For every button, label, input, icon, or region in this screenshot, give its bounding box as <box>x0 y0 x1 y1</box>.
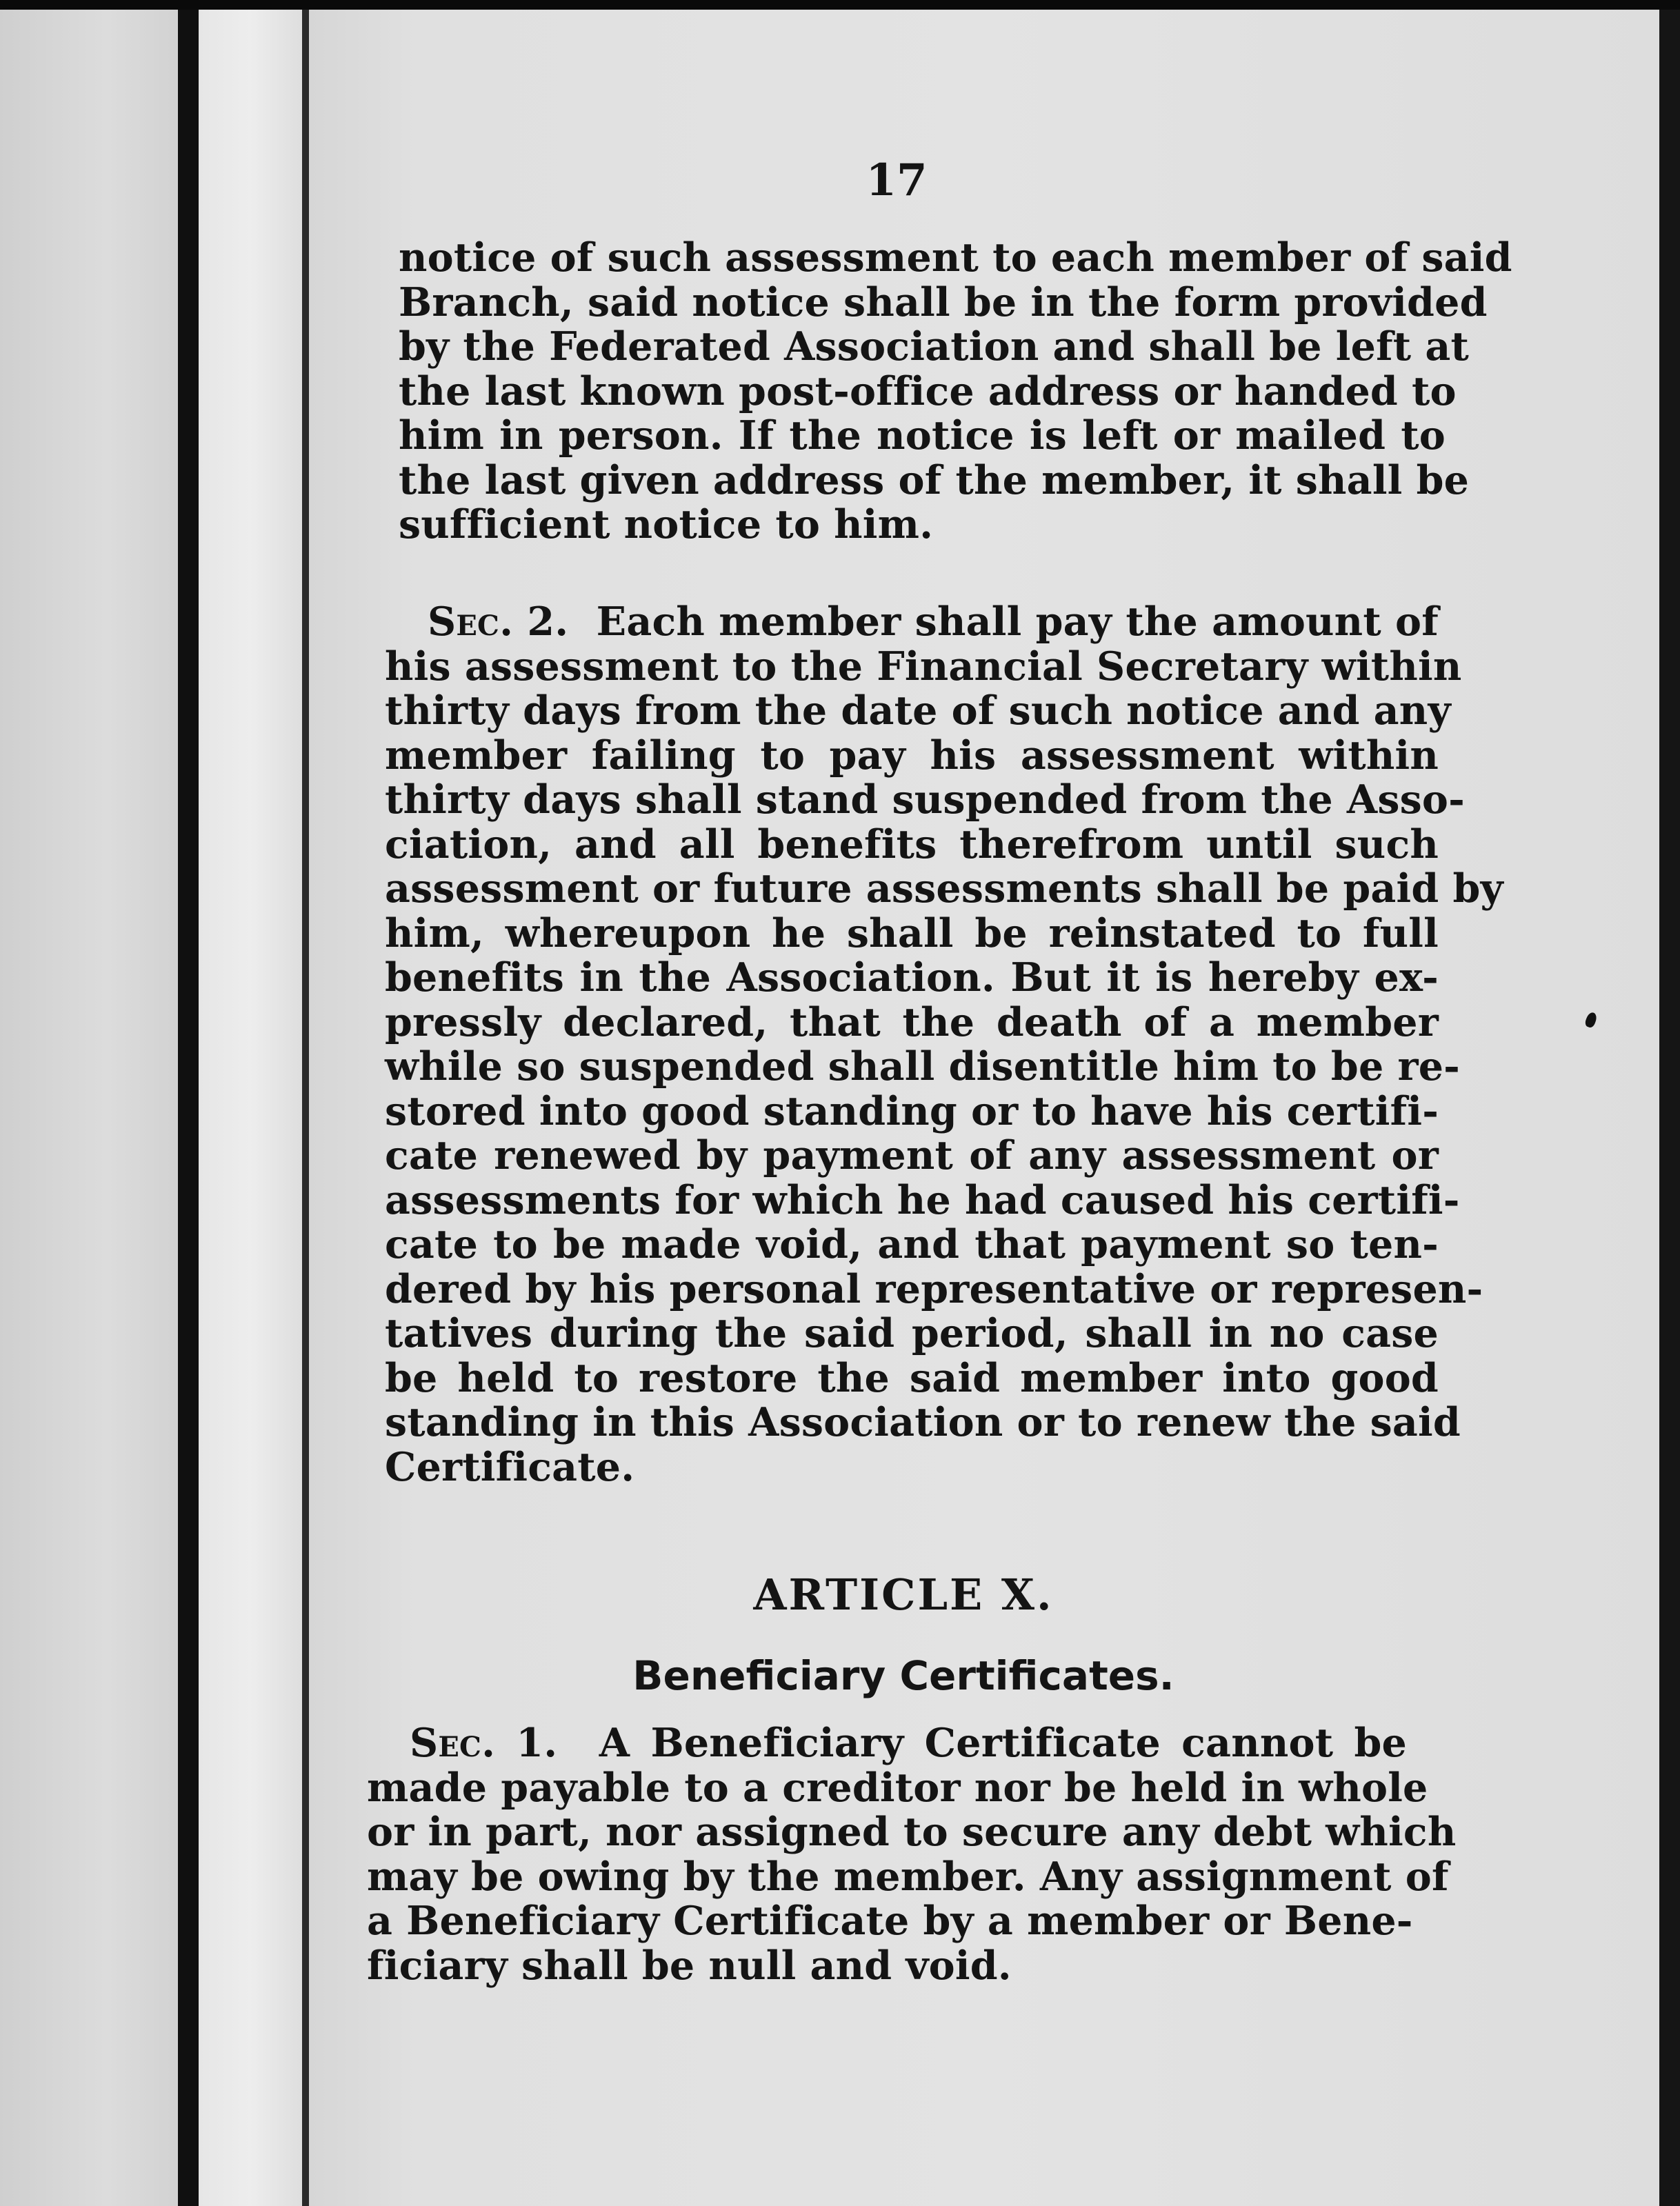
article-heading: ARTICLE X. <box>753 1570 1054 1620</box>
text-line: thirty days from the date of such notice and any <box>385 688 1451 734</box>
text-line: member failing to pay his assessment within <box>385 732 1439 779</box>
text-line: ficiary shall be null and void. <box>367 1942 1012 1989</box>
text-line: him in person. If the notice is left or mailed to <box>399 412 1446 459</box>
binding-spine <box>178 10 199 2206</box>
section-1-paragraph <box>367 1720 1457 1989</box>
text-line: stored into good standing or to have his certifi- <box>385 1087 1439 1134</box>
text-line: standing in this Association or to renew the said <box>385 1399 1461 1445</box>
gutter-shadow <box>302 10 309 2206</box>
text-line: or in part, nor assigned to secure any debt which <box>367 1809 1457 1855</box>
text-line: made payable to a creditor nor be held in whole <box>367 1764 1428 1811</box>
text-line: notice of such assessment to each member of said <box>399 234 1512 281</box>
text-line: the last given address of the member, it shall be <box>399 457 1470 503</box>
text-line: Certificate. <box>385 1443 635 1490</box>
scan-right-edge <box>1659 10 1680 2206</box>
article-subheading: Beneficiary Certificates. <box>632 1652 1174 1699</box>
section-label: Sec. 1. <box>410 1720 558 1766</box>
text-line: while so suspended shall disentitle him to be re- <box>385 1043 1461 1090</box>
text-line: cate renewed by payment of any assessment or <box>385 1132 1439 1179</box>
text-line-content: Each member shall pay the amount of <box>596 599 1439 645</box>
text-line: ciation, and all benefits therefrom until such <box>385 821 1439 868</box>
text-line: a Beneficiary Certificate by a member or Bene- <box>367 1898 1413 1944</box>
text-line-content: A Beneficiary Certificate cannot be <box>599 1720 1407 1766</box>
text-line: Branch, said notice shall be in the form provided <box>399 279 1488 325</box>
text-line <box>385 600 1439 645</box>
text-line: the last known post-office address or handed to <box>399 368 1457 414</box>
text-line <box>367 1721 1407 1766</box>
page-number: 17 <box>866 154 928 206</box>
scan-top-edge <box>0 0 1680 10</box>
text-line: by the Federated Association and shall be left at <box>399 323 1470 370</box>
text-line: dered by his personal representative or represen- <box>385 1265 1483 1312</box>
text-line: him, whereupon he shall be reinstated to full <box>385 910 1439 956</box>
text-line: tatives during the said period, shall in no case <box>385 1310 1439 1356</box>
text-line: cate to be made void, and that payment so ten- <box>385 1221 1439 1267</box>
section-2-paragraph <box>385 599 1503 1490</box>
text-line: benefits in the Association. But it is hereby ex- <box>385 954 1439 1001</box>
continued-paragraph <box>399 234 1512 548</box>
text-line: assessments for which he had caused his certifi- <box>385 1176 1460 1223</box>
text-line: be held to restore the said member into good <box>385 1354 1439 1401</box>
text-line: his assessment to the Financial Secretary within <box>385 643 1462 690</box>
text-line: may be owing by the member. Any assignment of <box>367 1853 1449 1900</box>
facing-page-margin <box>0 10 178 2206</box>
text-line: sufficient notice to him. <box>399 501 934 548</box>
page-gutter <box>199 10 302 2206</box>
text-line: pressly declared, that the death of a member <box>385 999 1439 1045</box>
text-line: assessment or future assessments shall be paid by <box>385 865 1503 912</box>
section-label: Sec. 2. <box>428 599 569 645</box>
text-line: thirty days shall stand suspended from the Asso- <box>385 776 1465 823</box>
